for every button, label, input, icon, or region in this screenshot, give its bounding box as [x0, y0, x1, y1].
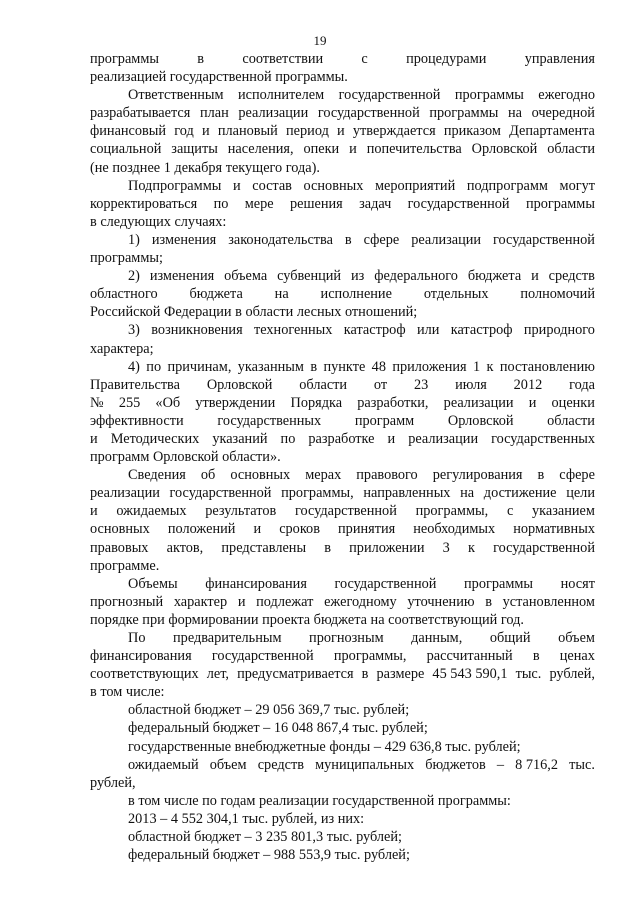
text-line: федеральный бюджет – 988 553,9 тыс. рублей; [128, 847, 410, 864]
text-line: областной бюджет – 29 056 369,7 тыс. рублей; [128, 702, 410, 719]
word: Ответственным [128, 87, 224, 104]
text-line [90, 466, 595, 484]
word: план [199, 105, 229, 122]
word: в [532, 648, 540, 665]
word: и [237, 593, 246, 610]
word: 48 [371, 358, 386, 375]
word: июля [455, 376, 487, 393]
text-line [90, 756, 595, 774]
word: государственной [493, 539, 595, 556]
word: отдельных [423, 286, 489, 303]
text-line [90, 647, 595, 665]
word: указаний [212, 430, 268, 447]
text-line [90, 140, 595, 158]
word: социальной [90, 141, 162, 158]
word: программы, [281, 485, 354, 502]
word: субвенций [277, 268, 342, 285]
text-line [90, 177, 595, 195]
word: правовых [90, 539, 149, 556]
word: мере [244, 195, 274, 212]
word: актов, [166, 539, 204, 556]
word: 1 [473, 358, 481, 375]
word: природного [523, 322, 595, 339]
word: об [200, 467, 216, 484]
word: на [507, 105, 522, 122]
text-line [90, 50, 595, 68]
text-line [90, 122, 595, 140]
word: мерах [305, 467, 342, 484]
text-line [90, 86, 595, 104]
word: тыс. [569, 756, 595, 773]
word: и [387, 430, 396, 447]
word: программы [464, 575, 534, 592]
word: – [496, 756, 504, 773]
word: катастроф [450, 322, 513, 339]
text-line: программе. [90, 557, 160, 574]
word: По [128, 630, 146, 646]
word: 2012 [513, 376, 543, 393]
word: 4) [128, 358, 140, 375]
word: программы [90, 51, 160, 67]
text-line [90, 539, 595, 557]
word: бюджета [189, 286, 243, 303]
word: и [337, 123, 345, 140]
word: объем [558, 630, 595, 646]
word: с [361, 51, 368, 67]
text-line [90, 321, 595, 339]
word: корректироваться [90, 195, 198, 212]
word: и [90, 503, 98, 520]
word: возникновения [151, 322, 243, 339]
word: утверждении [195, 394, 276, 411]
word: основных [303, 177, 364, 194]
word: Орловской [471, 141, 538, 158]
word: размере [376, 666, 425, 683]
word: носят [560, 575, 595, 592]
word: в [310, 358, 318, 375]
word: и [253, 521, 262, 538]
word: попечительства [366, 141, 462, 158]
word: государственной [211, 648, 314, 665]
word: и [202, 123, 210, 140]
word: данным, [411, 630, 463, 646]
word: по [146, 358, 162, 375]
word: задач [359, 195, 392, 212]
word: объем [209, 756, 247, 773]
word: реализации [90, 485, 160, 502]
text-line [90, 593, 595, 611]
word: сфере [363, 231, 400, 248]
word: государственной [407, 195, 510, 212]
word: муниципальных [315, 756, 415, 773]
word: ценах [559, 648, 595, 665]
word: 23 [413, 376, 429, 393]
word: 255 [118, 394, 141, 411]
word: или [416, 322, 440, 339]
word: указанием [532, 503, 595, 520]
text-line [90, 104, 595, 122]
word: соответствующих [90, 666, 199, 683]
word: Департамента [509, 123, 595, 140]
word: федерального [374, 268, 458, 285]
text-line [90, 665, 595, 683]
word: подпрограмм [466, 177, 548, 194]
word: Объемы [128, 575, 178, 592]
word: опеки [303, 141, 340, 158]
document-body [90, 50, 595, 864]
text-line: в том числе по годам реализации государственной программы: [128, 792, 511, 809]
word: пункте [323, 358, 366, 375]
word: средств [548, 268, 595, 285]
word: государственной [334, 575, 437, 592]
text-line [90, 430, 595, 448]
word: и [90, 430, 98, 447]
word: катастроф [343, 322, 406, 339]
word: 3 [442, 539, 450, 556]
word: государственных [217, 412, 322, 429]
text-line [90, 412, 595, 430]
word: результатов [205, 503, 277, 520]
text-line: реализацией государственной программы. [90, 69, 348, 86]
text-line [90, 195, 595, 213]
word: средств [257, 756, 304, 773]
word: предварительным [173, 630, 282, 646]
word: бюджета [467, 268, 522, 285]
word: государственных [491, 430, 595, 447]
word: к [486, 358, 494, 375]
word: изменения [151, 231, 217, 248]
word: Правительства [90, 376, 180, 393]
text-line: характера; [90, 340, 154, 357]
word: могут [559, 177, 595, 194]
word: полномочий [520, 286, 595, 303]
text-line [90, 394, 595, 412]
text-line [90, 484, 595, 502]
word: и [232, 177, 241, 194]
word: Методических [110, 430, 200, 447]
word: по [280, 430, 296, 447]
word: изменения [149, 268, 215, 285]
text-line [90, 358, 595, 376]
text-line: (не позднее 1 декабря текущего года). [90, 159, 320, 176]
word: прогнозным [309, 630, 384, 646]
text-line: Российской Федерации в области лесных отношений; [90, 304, 418, 321]
text-line: программы; [90, 250, 163, 267]
word: и [349, 141, 357, 158]
text-line: порядке при формировании проекта бюджета на соответствующий год. [90, 611, 524, 628]
word: № [90, 394, 104, 411]
word: государственной [169, 485, 272, 502]
word: и [528, 394, 537, 411]
word: области [299, 376, 348, 393]
word: программы [454, 87, 524, 104]
word: разработки, [357, 394, 429, 411]
word: общий [489, 630, 531, 646]
text-line: в следующих случаях: [90, 213, 227, 230]
text-line: государственные внебюджетные фонды – 429 636,8 тыс. рублей; [128, 738, 521, 755]
word: эффективности [90, 412, 184, 429]
word: на [274, 286, 289, 303]
word: областного [90, 286, 158, 303]
word: программы [429, 105, 499, 122]
word: ежегодно [538, 87, 595, 104]
word: очередной [531, 105, 595, 122]
word: Сведения [128, 467, 186, 484]
word: рублей, [549, 666, 595, 683]
text-line [90, 231, 595, 249]
word: ожидаемых [116, 503, 187, 520]
text-line [90, 267, 595, 285]
word: 2) [128, 268, 140, 285]
word: приложении [349, 539, 425, 556]
word: из [350, 268, 365, 285]
word: приказом [443, 123, 501, 140]
word: достижение [483, 485, 557, 502]
word: ожидаемый [128, 756, 199, 773]
word: лет, [206, 666, 229, 683]
word: года [569, 376, 595, 393]
word: объема [224, 268, 268, 285]
word: с [506, 503, 514, 520]
word: государственной [493, 231, 595, 248]
word: Орловской [206, 376, 273, 393]
word: программы, [415, 503, 489, 520]
word: области [547, 141, 595, 158]
word: прогнозный [90, 593, 164, 610]
text-line: 2013 – 4 552 304,1 тыс. рублей, из них: [128, 810, 365, 827]
word: причинам, [167, 358, 232, 375]
word: соответствии [242, 51, 324, 67]
word: 45 543 590,1 [432, 666, 508, 683]
word: необходимых [413, 521, 496, 538]
word: направленных [363, 485, 451, 502]
word: и [531, 268, 539, 285]
word: государственной [338, 87, 441, 104]
word: 3) [128, 322, 140, 339]
word: сроков [279, 521, 320, 538]
word: по [213, 195, 229, 212]
word: 8 716,2 [515, 756, 559, 773]
word: населения, [227, 141, 294, 158]
word: управления [524, 51, 595, 67]
text-line [90, 629, 595, 647]
text-line [90, 520, 595, 538]
word: исполнителем [237, 87, 325, 104]
word: в [197, 51, 205, 67]
text-line: в том числе: [90, 684, 165, 701]
word: государственной [317, 105, 420, 122]
word: постановлению [499, 358, 595, 375]
word: представлены [221, 539, 307, 556]
word: уточнению [407, 593, 475, 610]
word: разработке [308, 430, 375, 447]
word: принятия [338, 521, 396, 538]
word: в [537, 467, 545, 484]
page-number: 19 [313, 33, 327, 48]
word: реализации [238, 105, 309, 122]
text-line [90, 285, 595, 303]
word: плановый [217, 123, 278, 140]
word: реализации [443, 394, 514, 411]
word: Порядка [290, 394, 343, 411]
word: характер [173, 593, 228, 610]
word: «Об [155, 394, 181, 411]
word: исполнение [320, 286, 392, 303]
word: программы [525, 195, 595, 212]
word: в [485, 593, 492, 610]
word: оценки [551, 394, 595, 411]
word: регулирования [432, 467, 523, 484]
text-line: программ Орловской области». [90, 449, 281, 466]
word: предусматривается [237, 666, 354, 683]
word: основных [230, 467, 291, 484]
word: правового [356, 467, 418, 484]
word: к [467, 539, 475, 556]
word: тыс. [515, 666, 542, 683]
word: Подпрограммы [128, 177, 222, 194]
word: подлежат [256, 593, 314, 610]
word: положений [167, 521, 236, 538]
word: финансовый [90, 123, 167, 140]
word: государственной [294, 503, 397, 520]
word: финансирования [205, 575, 307, 592]
text-line [90, 575, 595, 593]
word: цели [566, 485, 595, 502]
word: области [547, 412, 595, 429]
word: законодательства [228, 231, 333, 248]
word: программы, [333, 648, 407, 665]
word: 1) [128, 231, 140, 248]
text-line [90, 502, 595, 520]
word: разрабатывается [90, 105, 191, 122]
word: реализации [411, 231, 482, 248]
word: программ [354, 412, 415, 429]
word: сфере [559, 467, 595, 484]
word: утверждается [352, 123, 436, 140]
word: состав [252, 177, 292, 194]
text-line: областной бюджет – 3 235 801,3 тыс. рублей; [128, 829, 403, 846]
word: ежегодному [324, 593, 397, 610]
text-line: федеральный бюджет – 16 048 867,4 тыс. рублей; [128, 720, 428, 737]
word: защиты [171, 141, 218, 158]
word: нормативных [513, 521, 595, 538]
word: рассчитанный [426, 648, 513, 665]
word: в [344, 231, 352, 248]
word: указанным [237, 358, 304, 375]
word: финансирования [90, 648, 192, 665]
word: мероприятий [374, 177, 456, 194]
word: в [361, 666, 369, 683]
word: период [286, 123, 329, 140]
word: на [460, 485, 475, 502]
word: год [174, 123, 194, 140]
text-line: рублей, [90, 774, 136, 791]
word: приложения [392, 358, 467, 375]
word: решения [289, 195, 343, 212]
word: в [324, 539, 331, 556]
word: процедурами [406, 51, 487, 67]
word: установленном [502, 593, 595, 610]
word: Орловской [447, 412, 514, 429]
word: бюджетов [425, 756, 486, 773]
text-line [90, 376, 595, 394]
word: реализации [408, 430, 479, 447]
word: от [373, 376, 388, 393]
word: техногенных [254, 322, 333, 339]
word: основных [90, 521, 150, 538]
